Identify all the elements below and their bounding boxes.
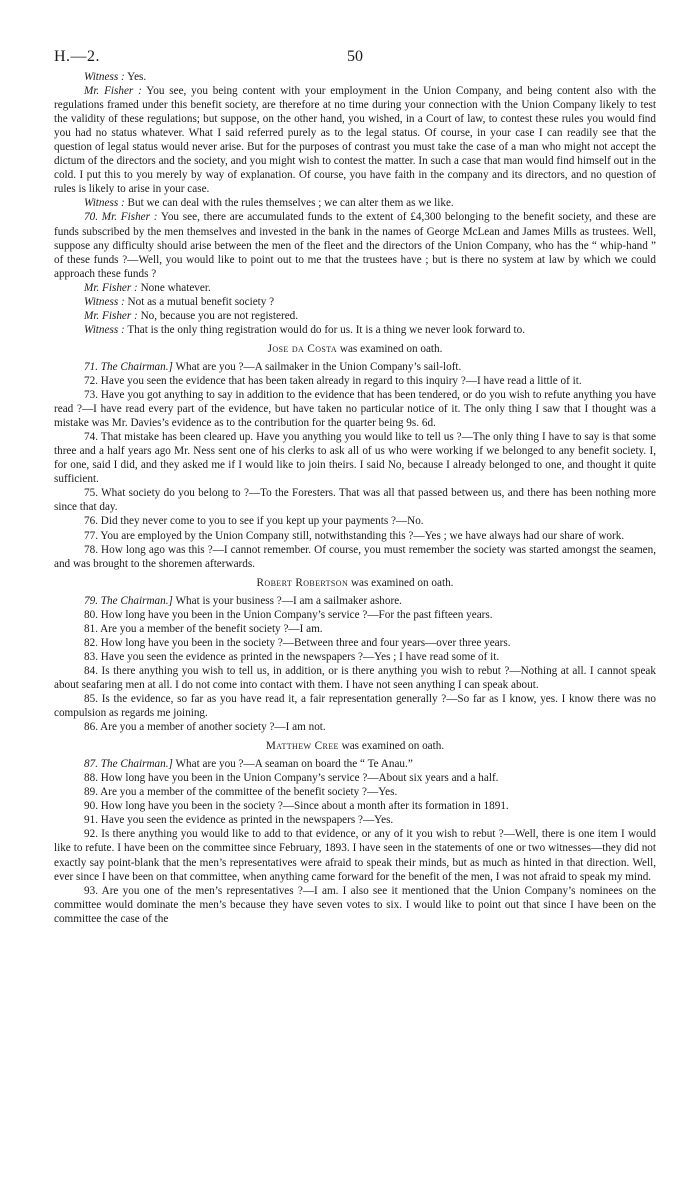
- paragraph: [54, 210, 656, 280]
- paragraph: [54, 514, 656, 528]
- paragraph-text: 83. Have you seen the evidence as printed in the newspapers ?—Yes ; I have read some of it.: [84, 650, 500, 663]
- paragraph: [54, 664, 656, 692]
- paragraph-text: 90. How long have you been in the society ?—Since about a month after its formation in 1891.: [84, 800, 509, 813]
- speaker-label: Mr. Fisher :: [84, 85, 142, 98]
- paragraph-text: 80. How long have you been in the Union Company’s service ?—For the past fifteen years.: [84, 608, 493, 621]
- speaker-label: 87. The Chairman.]: [84, 758, 173, 771]
- paragraph: [54, 622, 656, 636]
- witness-heading: [54, 342, 656, 356]
- paragraph-text: 84. Is there anything you wish to tell us, in addition, or is there anything you wish to rebut ?—Nothing at all. I cannot speak about seafaring men at all. I do not come into contact with them. I have not seen anything I can speak about.: [54, 664, 656, 691]
- page-header: [54, 44, 656, 70]
- witness-name: Jose da Costa: [267, 342, 338, 355]
- paragraph-text: 78. How long ago was this ?—I cannot remember. Of course, you must remember the society was started amongst the seamen, and was brought to the shoremen afterwards.: [54, 543, 656, 570]
- page-number: 50: [347, 48, 363, 65]
- witness-heading-suffix: was examined on oath.: [339, 342, 443, 355]
- paragraph: [54, 309, 656, 323]
- paragraph: [54, 692, 656, 720]
- paragraph: [54, 636, 656, 650]
- paragraph-text: 81. Are you a member of the benefit society ?—I am.: [84, 622, 323, 635]
- paragraph-text: 86. Are you a member of another society ?—I am not.: [84, 721, 326, 734]
- paragraph: [54, 884, 656, 926]
- speaker-label: Witness :: [84, 323, 125, 336]
- document-body: [54, 70, 656, 926]
- paragraph: [54, 84, 656, 196]
- paragraph: [54, 70, 656, 84]
- paragraph-text: Yes.: [127, 71, 147, 83]
- speaker-label: 79. The Chairman.]: [84, 594, 173, 607]
- witness-name: Matthew Cree: [265, 740, 339, 753]
- paragraph-text: What are you ?—A seaman on board the “ Te Anau.”: [175, 758, 413, 771]
- speaker-label: Mr. Fisher :: [84, 309, 138, 322]
- paragraph-text: Not as a mutual benefit society ?: [127, 295, 275, 308]
- paragraph-text: 77. You are employed by the Union Company still, notwithstanding this ?—Yes ; we have always had our share of work.: [84, 529, 625, 542]
- paragraph: [54, 757, 656, 771]
- paragraph-text: 92. Is there anything you would like to add to that evidence, or any of it you wish to rebut ?—Well, there is one item I would like to refute. I have been on the committee since February, 1893. I have seen in the statements of one or two witnesses—they did not exactly say point-blank that the men’s representatives were afraid to speak their minds, but as much as hinted in that direction. Well, ever since I have been on that committee, when anything came forward for the benefit of the men, I was not afraid to speak my mind.: [54, 828, 656, 883]
- document-reference: H.—2.: [54, 48, 101, 65]
- speaker-label: Witness :: [84, 295, 125, 308]
- paragraph-text: You see, you being content with your employment in the Union Company, and being content also with the regulations framed under this benefit society, are therefore at no time during your connection with the Union Company likely to test the validity of these regulations; but suppose, on the other hand, you wished, in a Court of law, to contest these rules you would find you had no status whatever. What I said referred purely as to the legal status. Of course, in your case I can readily see that the question of legal status would never arise. But for the purposes of contrast you must take the case of a man who might not accept the dictum of the directors and the society, and you might wish to contest the matter. In such a case that man would find himself out in the cold. I put this to you merely by way of explanation. Of course, you have faith in the company and its directors, and no question of rules is likely to arise in your case.: [54, 85, 656, 196]
- speaker-label: 70. Mr. Fisher :: [84, 211, 158, 224]
- paragraph-text: No, because you are not registered.: [140, 309, 299, 322]
- paragraph: [54, 785, 656, 799]
- paragraph: [54, 430, 656, 486]
- paragraph: [54, 360, 656, 374]
- paragraph: [54, 608, 656, 622]
- paragraph-text: 91. Have you seen the evidence as printed in the newspapers ?—Yes.: [84, 814, 394, 827]
- paragraph-text: That is the only thing registration would do for us. It is a thing we never look forward to.: [127, 323, 526, 336]
- witness-heading: [54, 739, 656, 753]
- paragraph-text: What is your business ?—I am a sailmaker ashore.: [175, 594, 402, 607]
- paragraph: [54, 813, 656, 827]
- paragraph: [54, 799, 656, 813]
- paragraph-text: None whatever.: [140, 281, 211, 294]
- paragraph: [54, 295, 656, 309]
- paragraph-text: 88. How long have you been in the Union Company’s service ?—About six years and a half.: [84, 772, 499, 785]
- witness-heading-suffix: was examined on oath.: [341, 740, 445, 753]
- paragraph-text: What are you ?—A sailmaker in the Union Company’s sail-loft.: [175, 360, 462, 373]
- speaker-label: Mr. Fisher :: [84, 281, 138, 294]
- paragraph-text: 73. Have you got anything to say in addition to the evidence that has been tendered, or do you wish to refute anything you have read ?—I have read every part of the evidence, but have taken no particular notice of it. The only thing I saw that I thought was a mistake was Mr. Davies’s evidence as to the contribution for the quarter being 9s. 6d.: [54, 389, 656, 430]
- paragraph-text: 93. Are you one of the men’s representatives ?—I am. I also see it mentioned that the Union Company’s nominees on the committee would dominate the men’s because they have seven votes to six. I would like to point out that since I have been on the committee the case of the: [54, 884, 656, 925]
- paragraph: [54, 196, 656, 210]
- paragraph: [54, 388, 656, 430]
- speaker-label: 71. The Chairman.]: [84, 360, 173, 373]
- speaker-label: Witness :: [84, 71, 125, 83]
- paragraph-text: But we can deal with the rules themselves ; we can alter them as we like.: [127, 197, 454, 210]
- paragraph: [54, 650, 656, 664]
- paragraph-text: 75. What society do you belong to ?—To the Foresters. That was all that passed between us, and there has been nothing more since that day.: [54, 487, 656, 514]
- paragraph-text: 85. Is the evidence, so far as you have read it, a fair representation generally ?—So far as I know, yes. I know there was no compulsion as regards me joining.: [54, 693, 656, 720]
- witness-heading-suffix: was examined on oath.: [350, 576, 454, 589]
- paragraph: [54, 543, 656, 571]
- paragraph: [54, 594, 656, 608]
- paragraph-text: 72. Have you seen the evidence that has been taken already in regard to this inquiry ?—I have read a little of it.: [84, 374, 582, 387]
- paragraph-text: 76. Did they never come to you to see if you kept up your payments ?—No.: [84, 515, 424, 528]
- paragraph: [54, 827, 656, 883]
- witness-name: Robert Robertson: [256, 576, 349, 589]
- paragraph: [54, 720, 656, 734]
- paragraph: [54, 486, 656, 514]
- paragraph: [54, 529, 656, 543]
- paragraph-text: 89. Are you a member of the committee of the benefit society ?—Yes.: [84, 786, 398, 799]
- paragraph: [54, 281, 656, 295]
- paragraph: [54, 323, 656, 337]
- paragraph-text: You see, there are accumulated funds to the extent of £4,300 belonging to the benefit society, and these are funds subscribed by the men themselves and invested in the bank in the names of George McLean and James Mills as trustees. Well, suppose any difficulty should arise between the men of the fleet and the directors of the Union Company, who has the “ whip-hand ” of these funds ?—Well, you would like to point out to me that the trustees have ; but is there no system at law by which we could approach these funds ?: [54, 211, 656, 280]
- speaker-label: Witness :: [84, 197, 125, 210]
- paragraph: [54, 374, 656, 388]
- paragraph-text: 82. How long have you been in the society ?—Between three and four years—over three years.: [84, 636, 511, 649]
- paragraph: [54, 771, 656, 785]
- paragraph-text: 74. That mistake has been cleared up. Have you anything you would like to tell us ?—The only thing I have to say is that some three and a half years ago Mr. Ness sent one of his clerks to ask all of us who were working if we belonged to any benefit society. I, for one, said I did, and they asked me if I would like to join theirs. I said No, because I already belonged to one, and thought it quite sufficient.: [54, 431, 656, 486]
- witness-heading: [54, 576, 656, 590]
